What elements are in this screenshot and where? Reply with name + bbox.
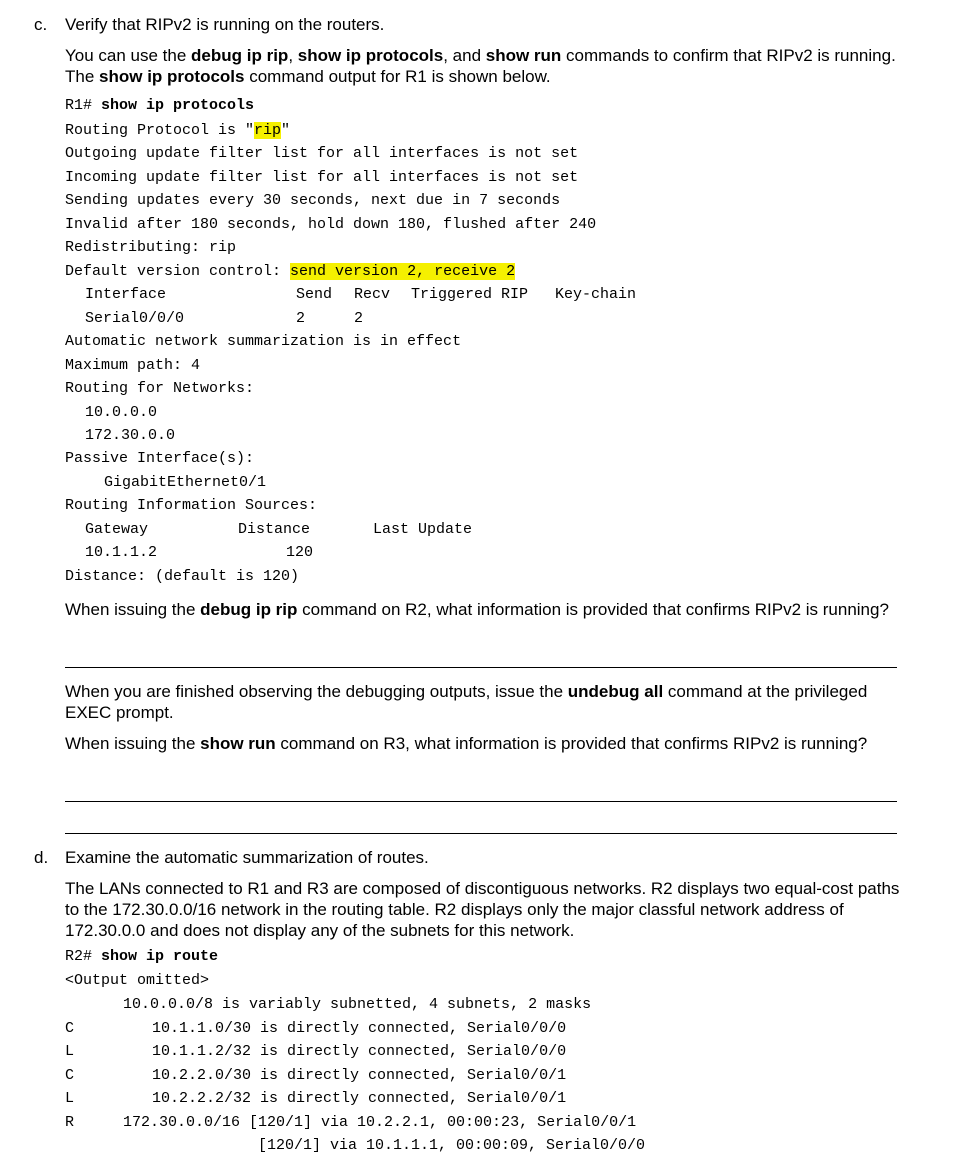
question-debug-ip-rip: When issuing the debug ip rip command on R2, what information is provided that confirms RIPv2 is running? [65, 600, 889, 619]
cli-line: GigabitEthernet0/1 [104, 474, 267, 491]
cli-line: Routing Information Sources: [65, 497, 318, 514]
undebug-note: When you are finished observing the debugging outputs, issue the undebug all command at the privileged EXEC prompt. [65, 682, 868, 722]
cli-line: Distance: (default is 120) [65, 568, 300, 585]
route-code: L [65, 1090, 75, 1107]
answer-line[interactable] [65, 833, 897, 834]
cli-line: Sending updates every 30 seconds, next due in 7 seconds [65, 192, 561, 209]
table-cell: 120 [286, 544, 314, 561]
table-header: Recv [354, 286, 391, 303]
cli-line: 172.30.0.0 [85, 427, 176, 444]
question-show-run: When issuing the show run command on R3, what information is provided that confirms RIPv2 is running? [65, 734, 868, 753]
cli-line: Routing for Networks: [65, 380, 255, 397]
step-marker-d: d. [34, 848, 49, 867]
answer-line[interactable] [65, 801, 897, 802]
route-entry: [120/1] via 10.1.1.1, 00:00:09, Serial0/0/0 [258, 1137, 646, 1154]
step-heading-d: Examine the automatic summarization of routes. [65, 848, 429, 867]
table-header: Distance [238, 521, 311, 538]
table-header: Send [296, 286, 333, 303]
route-code: L [65, 1043, 75, 1060]
table-cell: 2 [296, 310, 306, 327]
route-entry: 10.2.2.2/32 is directly connected, Serial0/0/1 [152, 1090, 567, 1107]
route-entry: 10.1.1.2/32 is directly connected, Serial0/0/0 [152, 1043, 567, 1060]
intro-paragraph: You can use the debug ip rip, show ip protocols, and show run commands to confirm that RIPv2 is running. The show ip protocols command output for R1 is shown below. [65, 46, 896, 86]
highlight: send version 2, receive 2 [290, 263, 516, 280]
highlight: rip [254, 122, 282, 139]
table-cell: 10.1.1.2 [85, 544, 158, 561]
cli-prompt-line: R1# show ip protocols [65, 97, 255, 114]
cli-line: Automatic network summarization is in effect [65, 333, 462, 350]
cli-line: Redistributing: rip [65, 239, 237, 256]
cli-prompt-line: R2# show ip route [65, 948, 219, 965]
cli-line: Incoming update filter list for all interfaces is not set [65, 169, 579, 186]
cli-line: Maximum path: 4 [65, 357, 201, 374]
cmd-debug-ip-rip: debug ip rip [191, 46, 289, 65]
route-code: C [65, 1067, 75, 1084]
route-code: R [65, 1114, 75, 1131]
cmd-show-ip-protocols: show ip protocols [99, 67, 245, 86]
route-entry: 172.30.0.0/16 [120/1] via 10.2.2.1, 00:00:23, Serial0/0/1 [123, 1114, 637, 1131]
cli-line: Default version control: send version 2, receive 2 [65, 263, 516, 280]
route-entry: 10.2.2.0/30 is directly connected, Serial0/0/1 [152, 1067, 567, 1084]
route-entry: 10.1.1.0/30 is directly connected, Serial0/0/0 [152, 1020, 567, 1037]
route-code: C [65, 1020, 75, 1037]
cli-line: Passive Interface(s): [65, 450, 255, 467]
cli-line: Routing Protocol is "rip" [65, 122, 291, 139]
table-header: Gateway [85, 521, 149, 538]
cmd-show-ip-protocols: show ip protocols [297, 46, 444, 65]
cmd-show-run: show run [485, 46, 562, 65]
cli-line: Invalid after 180 seconds, hold down 180, flushed after 240 [65, 216, 597, 233]
summarization-paragraph: The LANs connected to R1 and R3 are composed of discontiguous networks. R2 displays two equal-cost paths to the 172.30.0.0/16 network in the routing table. R2 displays only the major classful network address of 172.30.0.0 and does not display any of the subnets for this network. [65, 879, 900, 940]
table-cell: 2 [354, 310, 364, 327]
cli-line: 10.0.0.0 [85, 404, 158, 421]
cli-line: Outgoing update filter list for all interfaces is not set [65, 145, 579, 162]
step-marker-c: c. [34, 15, 48, 34]
table-cell: Serial0/0/0 [85, 310, 185, 327]
cli-line: <Output omitted> [65, 972, 210, 989]
answer-line[interactable] [65, 667, 897, 668]
table-header: Last Update [373, 521, 473, 538]
table-header: Interface [85, 286, 167, 303]
table-header: Key-chain [555, 286, 637, 303]
step-heading-c: Verify that RIPv2 is running on the routers. [65, 15, 385, 34]
cli-line: 10.0.0.0/8 is variably subnetted, 4 subnets, 2 masks [123, 996, 592, 1013]
table-header: Triggered RIP [411, 286, 529, 303]
